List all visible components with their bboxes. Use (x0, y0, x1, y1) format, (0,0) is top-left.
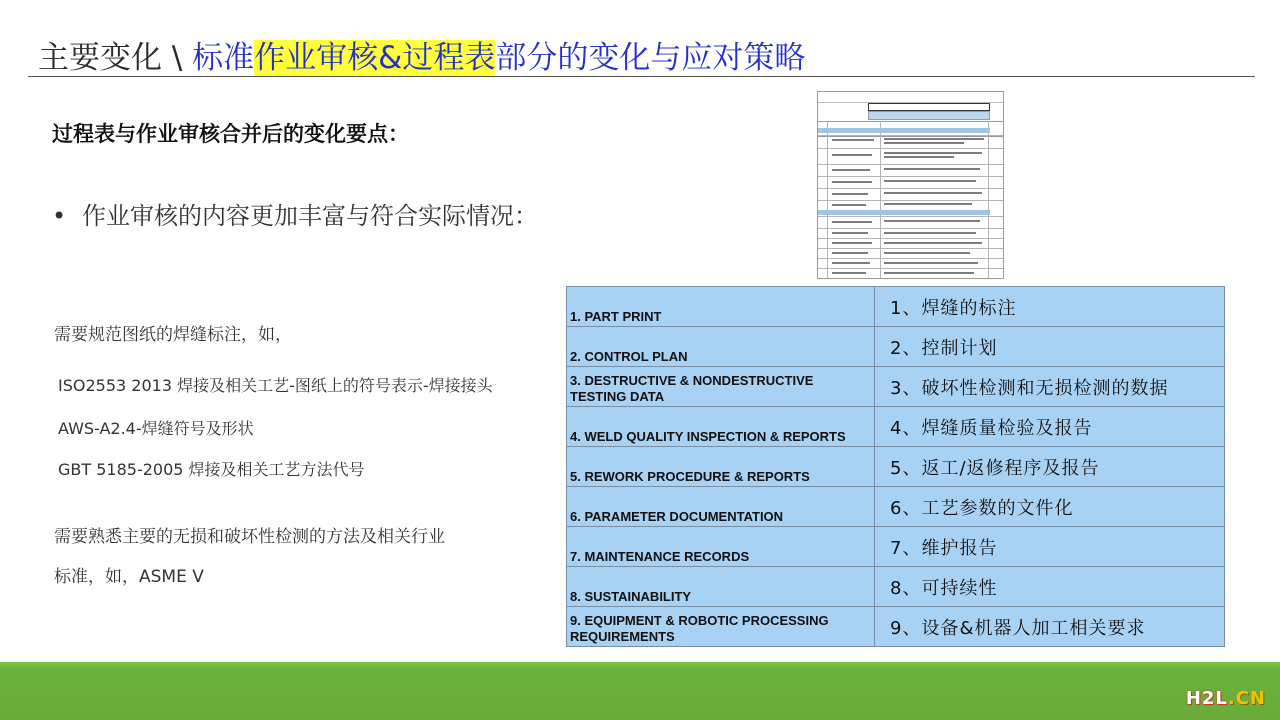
bullet-text: 作业审核的内容更加丰富与符合实际情况： (82, 202, 538, 230)
row-english-label: 7. MAINTENANCE RECORDS (567, 527, 875, 567)
row-english-label: 5. REWORK PROCEDURE & REPORTS (567, 447, 875, 487)
title-prefix: 主要变化 \ (38, 40, 193, 76)
bullet-dot-icon: • (52, 202, 67, 230)
reference-aws: AWS-A2.4-焊缝符号及形状 (58, 419, 254, 438)
footer-bar (0, 662, 1280, 720)
table-row (567, 527, 1225, 567)
title-divider (28, 76, 1255, 77)
reference-gbt: GBT 5185-2005 焊接及相关工艺方法代号 (58, 460, 365, 479)
bullet-point (52, 196, 538, 231)
table-row (567, 447, 1225, 487)
row-chinese-label: 9、设备&机器人加工相关要求 (875, 607, 1225, 647)
row-chinese-label: 4、焊缝质量检验及报告 (875, 407, 1225, 447)
row-english-label: 9. EQUIPMENT & ROBOTIC PROCESSING REQUIREMENTS (567, 607, 875, 647)
requirements-table (566, 286, 1225, 647)
title-part1: 标准 (192, 40, 255, 76)
title-highlight: 作业审核&过程表 (254, 40, 496, 76)
row-english-label: 3. DESTRUCTIVE & NONDESTRUCTIVE TESTING DATA (567, 367, 875, 407)
table-row (567, 487, 1225, 527)
row-chinese-label: 2、控制计划 (875, 327, 1225, 367)
site-logo (1186, 688, 1266, 709)
row-chinese-label: 6、工艺参数的文件化 (875, 487, 1225, 527)
row-chinese-label: 3、破坏性检测和无损检测的数据 (875, 367, 1225, 407)
logo-part2: .CN (1227, 688, 1266, 709)
table-row (567, 367, 1225, 407)
table-row (567, 607, 1225, 647)
row-english-label: 1. PART PRINT (567, 287, 875, 327)
table-row (567, 407, 1225, 447)
slide-title (38, 38, 805, 78)
audit-sheet-thumbnail (817, 91, 1004, 279)
table-row (567, 567, 1225, 607)
row-english-label: 8. SUSTAINABILITY (567, 567, 875, 607)
drawing-intro-text: 需要规范图纸的焊缝标注，如， (54, 325, 292, 345)
row-chinese-label: 1、焊缝的标注 (875, 287, 1225, 327)
row-english-label: 6. PARAMETER DOCUMENTATION (567, 487, 875, 527)
row-chinese-label: 5、返工/返修程序及报告 (875, 447, 1225, 487)
title-part3: 部分的变化与应对策略 (495, 40, 806, 76)
table-row (567, 327, 1225, 367)
ndt-text-line1: 需要熟悉主要的无损和破坏性检测的方法及相关行业 (54, 527, 445, 547)
reference-iso2553: ISO2553 2013 焊接及相关工艺-图纸上的符号表示-焊接接头 (58, 376, 493, 395)
logo-part1: H2L (1185, 688, 1228, 709)
row-english-label: 4. WELD QUALITY INSPECTION & REPORTS (567, 407, 875, 447)
table-row (567, 287, 1225, 327)
ndt-text-line2: 标准，如，ASME V (54, 567, 204, 587)
section-subtitle: 过程表与作业审核合并后的变化要点： (52, 122, 409, 146)
row-chinese-label: 7、维护报告 (875, 527, 1225, 567)
row-english-label: 2. CONTROL PLAN (567, 327, 875, 367)
row-chinese-label: 8、可持续性 (875, 567, 1225, 607)
